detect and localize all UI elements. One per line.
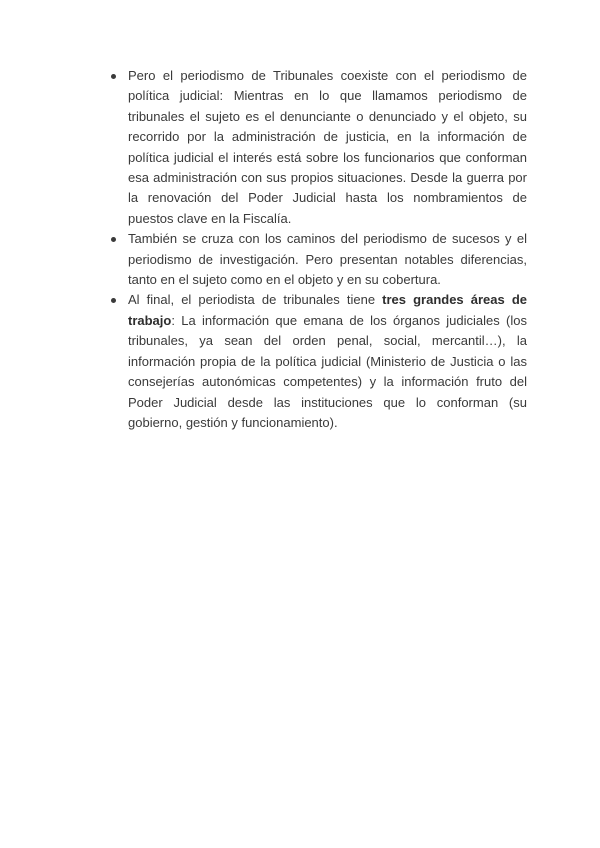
- bullet-text-intro: Al final, el periodista de tribunales tiene: [128, 292, 383, 308]
- bullet-list: [128, 66, 527, 433]
- bullet-text-rest: : La información que emana de los órganos judiciales (los tribunales, ya sean del orden penal, social, mercantil…), la información propia de la política judicial (Ministerio de Justicia o las consejerías autonómicas competentes) y la información fruto del Poder Judicial desde las instituciones que lo conforman (su gobierno, gestión y funcionamiento).: [128, 312, 527, 430]
- bullet-text: También se cruza con los caminos del periodismo de sucesos y el periodismo de investigación. Pero presentan notables diferencias, tanto en el sujeto como en el objeto y en su cobertura.: [128, 231, 527, 288]
- list-item: [128, 229, 527, 290]
- bullet-icon: [111, 237, 116, 242]
- list-item: [128, 66, 527, 229]
- list-item: [128, 290, 527, 433]
- bullet-text-emphasis: tres grandes áreas de trabajo: [128, 292, 527, 328]
- bullet-icon: [111, 298, 116, 303]
- bullet-text: Pero el periodismo de Tribunales coexiste con el periodismo de política judicial: Mientras en lo que llamamos periodismo de tribunales el sujeto es el denunciante o denunciado y el objeto, su recorrido por la administración de justicia, en la información de política judicial el interés está sobre los funcionarios que conforman esa administración con sus propios situaciones. Desde la guerra por la renovación del Poder Judicial hasta los nombramientos de puestos clave en la Fiscalía.: [128, 68, 527, 226]
- bullet-icon: [111, 74, 116, 79]
